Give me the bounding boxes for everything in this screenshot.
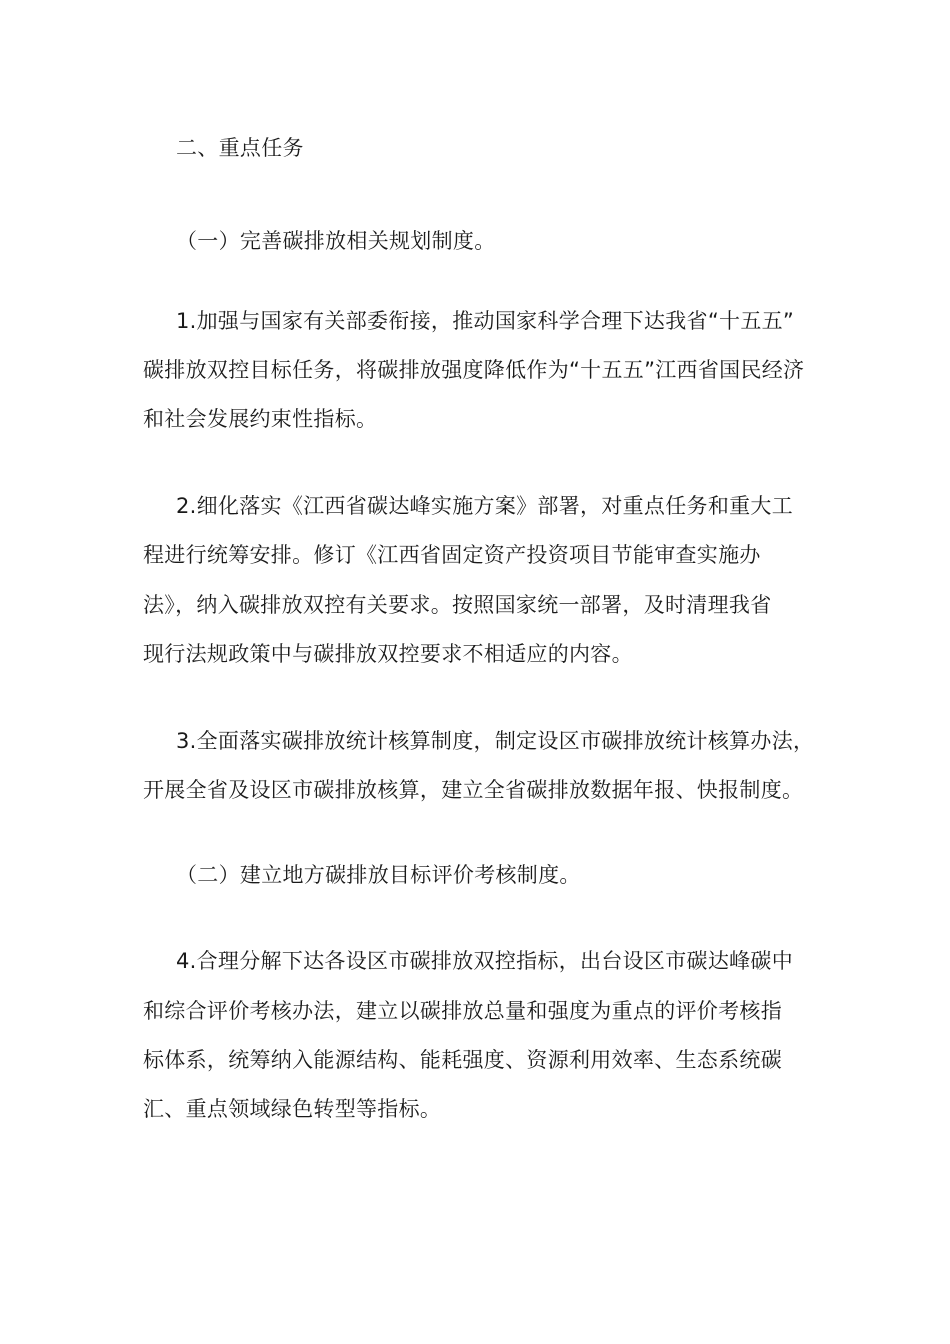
item-4-line-3: 标体系，统筹纳入能源结构、能耗强度、资源利用效率、生态系统碳 <box>143 1048 782 1072</box>
item-2-line-1: 2.细化落实《江西省碳达峰实施方案》部署，对重点任务和重大工 <box>176 494 794 518</box>
item-2-line-4: 现行法规政策中与碳排放双控要求不相适应的内容。 <box>143 642 633 666</box>
item-4-line-1: 4.合理分解下达各设区市碳排放双控指标，出台设区市碳达峰碳中 <box>176 949 794 973</box>
subsection-heading-1: （一）完善碳排放相关规划制度。 <box>176 229 496 253</box>
subsection-heading-2: （二）建立地方碳排放目标评价考核制度。 <box>176 863 581 887</box>
item-1-line-3: 和社会发展约束性指标。 <box>143 407 378 431</box>
item-3-line-2: 开展全省及设区市碳排放核算，建立全省碳排放数据年报、快报制度。 <box>143 778 804 802</box>
item-2-line-2: 程进行统筹安排。修订《江西省固定资产投资项目节能审查实施办 <box>143 543 761 567</box>
section-heading: 二、重点任务 <box>176 136 304 160</box>
item-4-line-4: 汇、重点领域绿色转型等指标。 <box>143 1097 442 1121</box>
item-4-line-2: 和综合评价考核办法，建立以碳排放总量和强度为重点的评价考核指 <box>143 999 782 1023</box>
item-1-line-2: 碳排放双控目标任务，将碳排放强度降低作为“十五五”江西省国民经济 <box>143 358 805 382</box>
item-2-line-3: 法》，纳入碳排放双控有关要求。按照国家统一部署，及时清理我省 <box>143 593 772 617</box>
item-1-line-1: 1.加强与国家有关部委衔接，推动国家科学合理下达我省“十五五” <box>176 309 795 333</box>
item-3-line-1: 3.全面落实碳排放统计核算制度，制定设区市碳排放统计核算办法， <box>176 729 815 753</box>
